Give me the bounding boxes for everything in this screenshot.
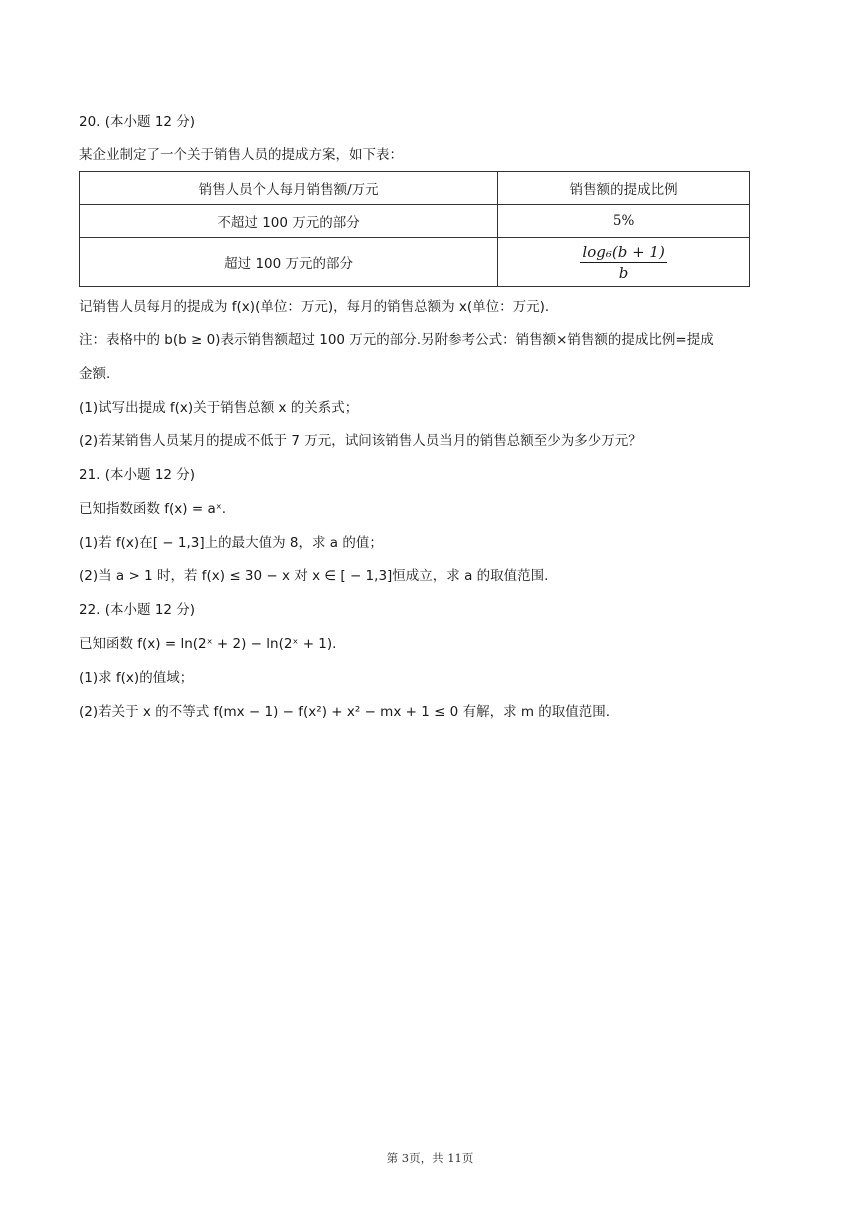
q20-note-line: 注：表格中的 b(b ≥ 0)表示销售额超过 100 万元的部分.另附参考公式：销售额×销售额的提成比例=提成 xyxy=(79,332,714,348)
table-row xyxy=(80,238,750,287)
table-cell: 不超过 100 万元的部分 xyxy=(80,205,498,238)
q21-part2: (2)当 a > 1 时，若 f(x) ≤ 30 − x 对 x ∈ [ − 1,3]恒成立，求 a 的取值范围. xyxy=(79,568,549,584)
log-fraction xyxy=(580,243,666,282)
table-cell-fraction xyxy=(498,238,750,287)
commission-table xyxy=(79,171,750,287)
q21-part1: (1)若 f(x)在[ − 1,3]上的最大值为 8，求 a 的值； xyxy=(79,535,383,551)
table-row xyxy=(80,172,750,205)
table-cell: 超过 100 万元的部分 xyxy=(80,238,498,287)
q21-heading: 21. (本小题 12 分) xyxy=(79,467,196,483)
q20-part2: (2)若某销售人员某月的提成不低于 7 万元，试问该销售人员当月的销售总额至少为多少万元？ xyxy=(79,433,642,449)
q20-part1: (1)试写出提成 f(x)关于销售总额 x 的关系式； xyxy=(79,400,359,416)
fraction-denominator: b xyxy=(618,263,629,282)
q20-note-line-continued: 金额. xyxy=(79,366,111,382)
q22-part2: (2)若关于 x 的不等式 f(mx − 1) − f(x²) + x² − mx + 1 ≤ 0 有解，求 m 的取值范围. xyxy=(79,704,611,720)
table-cell: 5% xyxy=(498,205,750,238)
q20-definition-line: 记销售人员每月的提成为 f(x)(单位：万元)，每月的销售总额为 x(单位：万元). xyxy=(79,299,550,315)
q22-heading: 22. (本小题 12 分) xyxy=(79,602,196,618)
q20-intro: 某企业制定了一个关于销售人员的提成方案，如下表： xyxy=(79,147,403,163)
q22-intro: 已知函数 f(x) = ln(2ˣ + 2) − ln(2ˣ + 1). xyxy=(79,636,337,652)
table-header-cell: 销售人员个人每月销售额/万元 xyxy=(80,172,498,205)
q21-intro: 已知指数函数 f(x) = aˣ. xyxy=(79,501,227,517)
table-header-cell: 销售额的提成比例 xyxy=(498,172,750,205)
fraction-numerator: log₆(b + 1) xyxy=(582,242,665,261)
page-footer: 第 3页，共 11页 xyxy=(386,1151,474,1165)
table-row xyxy=(80,205,750,238)
q22-part1: (1)求 f(x)的值域； xyxy=(79,670,194,686)
q20-heading: 20. (本小题 12 分) xyxy=(79,114,196,130)
